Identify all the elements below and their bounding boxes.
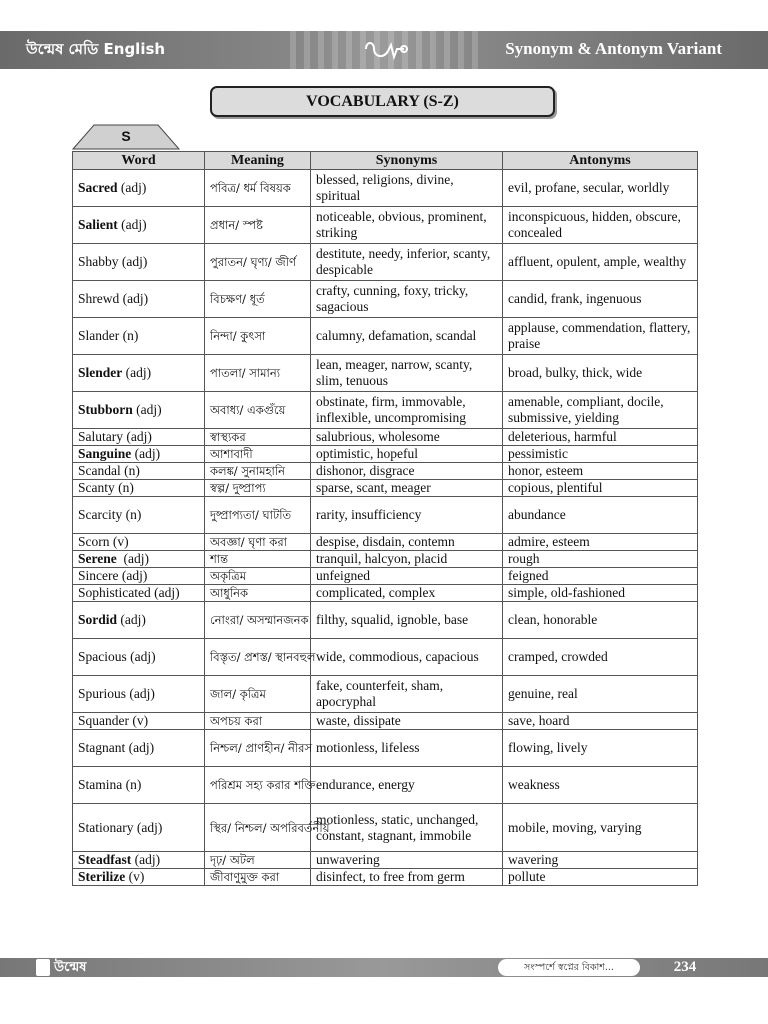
antonyms-cell: applause, commendation, flattery, praise [503, 318, 698, 355]
antonyms-cell: save, hoard [503, 713, 698, 730]
page-title: VOCABULARY (S-Z) [210, 86, 555, 117]
antonyms-cell: clean, honorable [503, 602, 698, 639]
antonyms-cell: broad, bulky, thick, wide [503, 355, 698, 392]
table-row [73, 446, 698, 463]
antonyms-cell: weakness [503, 767, 698, 804]
meaning-cell: আধুনিক [205, 585, 311, 602]
page-number: 234 [673, 959, 697, 975]
table-row [73, 534, 698, 551]
word-cell [73, 446, 205, 463]
part-of-speech: (v) [125, 869, 145, 884]
part-of-speech: (adj) [150, 585, 180, 600]
table-row [73, 551, 698, 568]
stethoscope-icon [360, 35, 410, 65]
word-cell [73, 676, 205, 713]
column-header-word: Word [73, 152, 205, 170]
synonyms-cell: destitute, needy, inferior, scanty, despicable [311, 244, 503, 281]
synonyms-cell: rarity, insufficiency [311, 497, 503, 534]
meaning-cell: দৃঢ়/ অটল [205, 852, 311, 869]
part-of-speech: (n) [122, 507, 142, 522]
meaning-cell: অপচয় করা [205, 713, 311, 730]
meaning-cell: স্বল্প/ দুষ্প্রাপ্য [205, 480, 311, 497]
table-row [73, 281, 698, 318]
meaning-cell: স্থির/ নিশ্চল/ অপরিবর্তনীয় [205, 804, 311, 852]
table-row [73, 497, 698, 534]
meaning-cell: বিচক্ষণ/ ধূর্ত [205, 281, 311, 318]
word-text: Scarcity [78, 507, 123, 522]
meaning-cell: অবজ্ঞা/ ঘৃণা করা [205, 534, 311, 551]
word-text: Salutary [78, 429, 123, 444]
word-cell [73, 463, 205, 480]
word-cell [73, 244, 205, 281]
antonyms-cell: flowing, lively [503, 730, 698, 767]
word-text: Serene [78, 551, 117, 566]
word-cell [73, 429, 205, 446]
antonyms-cell: evil, profane, secular, worldly [503, 170, 698, 207]
antonyms-cell: abundance [503, 497, 698, 534]
table-row [73, 170, 698, 207]
word-cell [73, 281, 205, 318]
synonyms-cell: fake, counterfeit, sham, apocryphal [311, 676, 503, 713]
part-of-speech: (adj) [131, 446, 161, 461]
word-cell [73, 392, 205, 429]
column-header-synonyms: Synonyms [311, 152, 503, 170]
antonyms-cell: affluent, opulent, ample, wealthy [503, 244, 698, 281]
synonyms-cell: optimistic, hopeful [311, 446, 503, 463]
part-of-speech: (adj) [117, 180, 147, 195]
table-row [73, 852, 698, 869]
word-text: Stagnant [78, 740, 126, 755]
word-text: Squander [78, 713, 129, 728]
column-header-meaning: Meaning [205, 152, 311, 170]
part-of-speech: (adj) [119, 291, 149, 306]
meaning-cell: আশাবাদী [205, 446, 311, 463]
meaning-cell: পুরাতন/ ঘৃণ্য/ জীর্ণ [205, 244, 311, 281]
word-text: Stationary [78, 819, 134, 835]
table-row [73, 730, 698, 767]
meaning-cell: পরিশ্রম সহ্য করার শক্তি [205, 767, 311, 804]
word-text: Sterilize [78, 869, 126, 884]
part-of-speech: (v) [109, 534, 129, 549]
synonyms-cell: despise, disdain, contemn [311, 534, 503, 551]
section-letter: S [121, 128, 131, 144]
word-cell [73, 534, 205, 551]
word-cell [73, 869, 205, 886]
word-cell [73, 804, 205, 852]
part-of-speech: (adj) [123, 429, 152, 444]
meaning-cell: শান্ত [205, 551, 311, 568]
antonyms-cell: inconspicuous, hidden, obscure, concealed [503, 207, 698, 244]
word-text: Slender [78, 365, 123, 380]
synonyms-cell: unfeigned [311, 568, 503, 585]
word-text: Stubborn [78, 402, 133, 417]
word-cell [73, 639, 205, 676]
antonyms-cell: simple, old-fashioned [503, 585, 698, 602]
table-body [73, 170, 698, 886]
antonyms-cell: feigned [503, 568, 698, 585]
meaning-cell: নিশ্চল/ প্রাণহীন/ নীরস [205, 730, 311, 767]
part-of-speech: (v) [129, 713, 149, 728]
part-of-speech: (adj) [126, 686, 155, 701]
antonyms-cell: amenable, compliant, docile, submissive, yielding [503, 392, 698, 429]
synonyms-cell: waste, dissipate [311, 713, 503, 730]
table-row [73, 767, 698, 804]
word-cell [73, 852, 205, 869]
meaning-cell: নিন্দা/ কুৎসা [205, 318, 311, 355]
antonyms-cell: deleterious, harmful [503, 429, 698, 446]
part-of-speech: (adj) [116, 551, 149, 566]
table-row [73, 392, 698, 429]
antonyms-cell: wavering [503, 852, 698, 869]
header-band [0, 31, 768, 69]
antonyms-cell: rough [503, 551, 698, 568]
table-row [73, 244, 698, 281]
part-of-speech: (adj) [117, 612, 146, 627]
synonyms-cell: lean, meager, narrow, scanty, slim, tenuous [311, 355, 503, 392]
part-of-speech: (n) [119, 328, 139, 343]
synonyms-cell: unwavering [311, 852, 503, 869]
column-header-antonyms: Antonyms [503, 152, 698, 170]
synonyms-cell: noticeable, obvious, prominent, striking [311, 207, 503, 244]
table-row [73, 676, 698, 713]
word-cell [73, 318, 205, 355]
synonyms-cell: dishonor, disgrace [311, 463, 503, 480]
word-text: Spacious [78, 649, 127, 664]
part-of-speech: (adj) [133, 819, 163, 835]
part-of-speech: (adj) [131, 852, 161, 867]
book-series-title: উন্মেষ মেডি English [26, 40, 166, 58]
table-header-row [73, 152, 698, 170]
table-row [73, 804, 698, 852]
table-row [73, 355, 698, 392]
meaning-cell: জাল/ কৃত্রিম [205, 676, 311, 713]
word-cell [73, 767, 205, 804]
table-row [73, 480, 698, 497]
word-text: Sordid [78, 612, 118, 627]
meaning-cell: পবিত্র/ ধর্ম বিষয়ক [205, 170, 311, 207]
word-text: Steadfast [78, 852, 132, 867]
table-row [73, 318, 698, 355]
footer-brand: উন্মেষ [54, 960, 87, 975]
synonyms-cell: obstinate, firm, immovable, inflexible, uncompromising [311, 392, 503, 429]
synonyms-cell: endurance, energy [311, 767, 503, 804]
word-text: Slander [78, 328, 120, 343]
synonyms-cell: salubrious, wholesome [311, 429, 503, 446]
synonyms-cell: tranquil, halcyon, placid [311, 551, 503, 568]
part-of-speech: (n) [120, 463, 140, 478]
part-of-speech: (adj) [126, 649, 156, 664]
part-of-speech: (n) [122, 777, 142, 792]
synonyms-cell: wide, commodious, capacious [311, 639, 503, 676]
word-text: Scandal [78, 463, 121, 478]
footer-band [0, 958, 768, 977]
part-of-speech: (adj) [118, 568, 148, 583]
word-text: Shabby [78, 254, 119, 269]
antonyms-cell: admire, esteem [503, 534, 698, 551]
table-row [73, 429, 698, 446]
table-row [73, 568, 698, 585]
meaning-cell: প্রধান/ স্পষ্ট [205, 207, 311, 244]
word-text: Salient [78, 217, 118, 232]
part-of-speech: (adj) [132, 402, 162, 417]
meaning-cell: নোংরা/ অসম্মানজনক [205, 602, 311, 639]
table-row [73, 639, 698, 676]
section-tab [72, 124, 180, 150]
word-cell [73, 355, 205, 392]
meaning-cell: জীবাণুমুক্ত করা [205, 869, 311, 886]
meaning-cell: বিস্তৃত/ প্রশস্ত/ স্থানবহুল [205, 639, 311, 676]
word-cell [73, 585, 205, 602]
word-text: Scanty [78, 480, 115, 495]
word-text: Sincere [78, 568, 119, 583]
meaning-cell: স্বাস্থ্যকর [205, 429, 311, 446]
word-cell [73, 497, 205, 534]
table-row [73, 207, 698, 244]
antonyms-cell: candid, frank, ingenuous [503, 281, 698, 318]
antonyms-cell: pessimistic [503, 446, 698, 463]
synonyms-cell: motionless, lifeless [311, 730, 503, 767]
word-text: Spurious [78, 686, 127, 701]
footer-tagline: সংস্পর্শে স্বপ্নের বিকাশ... [498, 959, 640, 976]
word-cell [73, 568, 205, 585]
antonyms-cell: honor, esteem [503, 463, 698, 480]
meaning-cell: কলঙ্ক/ সুনামহানি [205, 463, 311, 480]
part-of-speech: (adj) [122, 365, 152, 380]
word-text: Sacred [78, 180, 118, 195]
antonyms-cell: cramped, crowded [503, 639, 698, 676]
synonyms-cell: disinfect, to free from germ [311, 869, 503, 886]
synonyms-cell: blessed, religions, divine, spiritual [311, 170, 503, 207]
table-row [73, 602, 698, 639]
antonyms-cell: pollute [503, 869, 698, 886]
part-of-speech: (adj) [118, 254, 148, 269]
part-of-speech: (adj) [125, 740, 155, 755]
table-row [73, 869, 698, 886]
meaning-cell: অকৃত্রিম [205, 568, 311, 585]
word-text: Sanguine [78, 446, 132, 461]
part-of-speech: (adj) [117, 217, 147, 232]
meaning-cell: দুষ্প্রাপ্যতা/ ঘাটতি [205, 497, 311, 534]
part-of-speech: (n) [114, 480, 134, 495]
word-text: Shrewd [78, 291, 120, 306]
word-cell [73, 551, 205, 568]
word-cell [73, 170, 205, 207]
antonyms-cell: copious, plentiful [503, 480, 698, 497]
antonyms-cell: mobile, moving, varying [503, 804, 698, 852]
chapter-title: Synonym & Antonym Variant [505, 39, 722, 58]
word-cell [73, 713, 205, 730]
synonyms-cell: filthy, squalid, ignoble, base [311, 602, 503, 639]
meaning-cell: পাতলা/ সামান্য [205, 355, 311, 392]
word-cell [73, 602, 205, 639]
table-row [73, 713, 698, 730]
synonyms-cell: motionless, static, unchanged, constant, stagnant, immobile [311, 804, 503, 852]
word-text: Stamina [78, 777, 123, 792]
antonyms-cell: genuine, real [503, 676, 698, 713]
vocabulary-table [72, 151, 698, 886]
synonyms-cell: calumny, defamation, scandal [311, 318, 503, 355]
meaning-cell: অবাধ্য/ একগুঁয়ে [205, 392, 311, 429]
word-cell [73, 480, 205, 497]
synonyms-cell: sparse, scant, meager [311, 480, 503, 497]
word-cell [73, 207, 205, 244]
table-row [73, 585, 698, 602]
book-icon [36, 959, 50, 976]
synonyms-cell: complicated, complex [311, 585, 503, 602]
table-row [73, 463, 698, 480]
synonyms-cell: crafty, cunning, foxy, tricky, sagacious [311, 281, 503, 318]
word-text: Scorn [78, 534, 110, 549]
word-text: Sophisticated [78, 585, 151, 600]
word-cell [73, 730, 205, 767]
